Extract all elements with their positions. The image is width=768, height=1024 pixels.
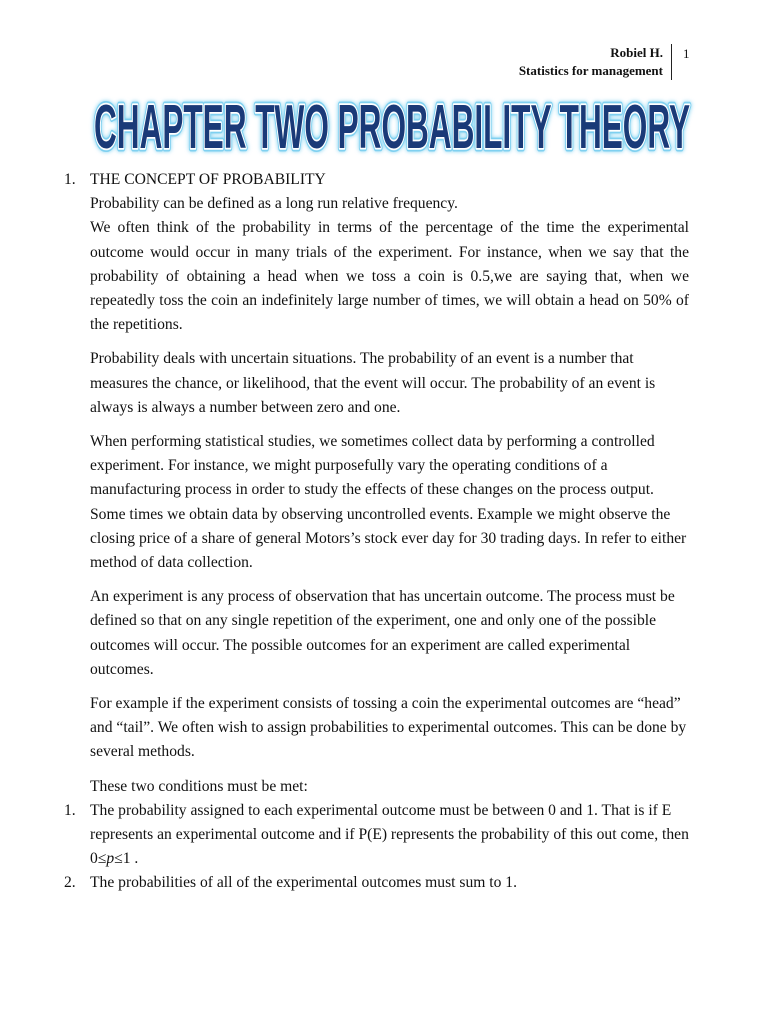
paragraph-data-collection: When performing statistical studies, we sometimes collect data by performing a controlled experiment. For instance, we might purposefully vary the operating conditions of a manufacturing process in order to study the effects of these changes on the process output. Some times we obtain data by observing uncontrolled events. Example we might observe the closing price of a share of general Motors’s stock ever day for 30 trading days. In refer to either method of data collection. [90,433,687,572]
page-number: 1 [683,46,690,61]
section-heading [64,168,689,192]
document-body [64,168,689,896]
conditions-list [64,799,689,896]
header-author: Robiel H. [610,45,663,60]
chapter-title-outline: CHAPTER TWO PROBABILITY THEORY [94,93,690,162]
list-item-number: 2. [64,874,76,892]
section-number: 1. [64,171,76,188]
paragraph-conditions-intro: These two conditions must be met: [90,777,308,795]
list-item-text [90,799,689,872]
math-leq-symbol: ≤ [97,850,107,868]
paragraph-coin-example: For example if the experiment consists of tossing a coin the experimental outcomes are “head” and “tail”. We often wish to assign probabilities to experimental outcomes. This can be done by several methods. [90,695,687,761]
header-course: Statistics for management [518,63,663,78]
list-item-number: 1. [64,801,76,819]
paragraph-uncertain: Probability deals with uncertain situations. The probability of an event is a number that measures the chance, or likelihood, that the event will occur. The probability of an event is always is always a number between zero and one. [90,350,656,416]
math-variable-p: p [106,850,115,868]
list-item [64,799,689,872]
paragraph-frequency: We often think of the probability in terms of the percentage of the time the experimental outcome would occur in many trials of the experiment. For instance, when we say that the probability of obtaining a head when we toss a coin is 0.5,we are saying that, when we repeatedly toss the coin an indefinitely large number of times, we will obtain a head on 50% of the repetitions. [90,219,689,334]
list-item-text: The probabilities of all of the experimental outcomes must sum to 1. [90,874,518,892]
chapter-title-glow: CHAPTER TWO PROBABILITY THEORY [94,93,690,162]
paragraph-definition: Probability can be defined as a long run relative frequency. [90,195,458,213]
section-heading-text: THE CONCEPT OF PROBABILITY [90,171,326,188]
math-leq-symbol: ≤ [114,850,123,868]
condition-text-end: 1 . [122,850,139,868]
page-header [519,44,672,80]
list-item [64,871,689,895]
chapter-title-graphic [92,92,692,162]
chapter-title-text: CHAPTER TWO PROBABILITY THEORY [94,93,690,162]
condition-text: The probability assigned to each experimental outcome must be between 0 and 1. That is if E represents an experimental outcome and if P(E) represents the probability of this out come, then 0 [90,801,689,868]
chapter-title [92,92,692,162]
paragraph-experiment: An experiment is any process of observation that has uncertain outcome. The process must be defined so that on any single repetition of the experiment, one and only one of the possible outcomes will occur. The possible outcomes for an experiment are called experimental outcomes. [90,588,675,678]
